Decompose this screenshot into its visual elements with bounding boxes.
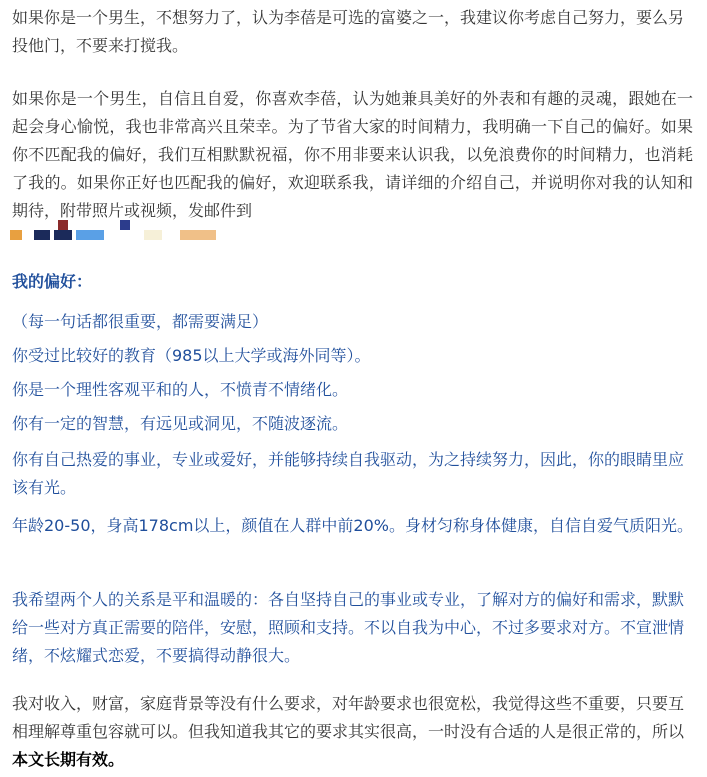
redaction-block (34, 230, 50, 240)
closing-paragraph (12, 690, 693, 774)
closing-bold: 本文长期有效。 (12, 750, 125, 769)
redaction-block (10, 230, 22, 240)
closing-text: 我对收入，财富，家庭背景等没有什么要求，对年龄要求也很宽松，我觉得这些不重要，只要互相理解尊重包容就可以。但我知道我其它的要求其实很高，一时没有合适的人是很正常的，所以 (12, 694, 685, 741)
redaction-block (180, 230, 216, 240)
redaction-block (76, 230, 104, 240)
preference-item: 年龄20-50，身高178cm以上，颜值在人群中前20%。身材匀称身体健康，自信自爱气质阳光。 (12, 516, 693, 535)
preference-item: 你有自己热爱的事业，专业或爱好，并能够持续自我驱动，为之持续努力，因此，你的眼睛里应该有光。 (12, 450, 685, 497)
intro-paragraph-2: 如果你是一个男生，自信且自爱，你喜欢李蓓，认为她兼具美好的外表和有趣的灵魂，跟她在一起会身心愉悦，我也非常高兴且荣幸。为了节省大家的时间精力，我明确一下自己的偏好。如果你不匹配我的偏好，我们互相默默祝福，你不用非要来认识我，以免浪费你的时间精力，也消耗了我的。如果你正好也匹配我的偏好，欢迎联系我，请详细的介绍自己，并说明你对我的认知和期待，附带照片或视频，发邮件到 (12, 89, 693, 220)
preferences-heading: 我的偏好： (12, 272, 93, 291)
redacted-email (10, 220, 250, 246)
preference-item: 你是一个理性客观平和的人，不愤青不情绪化。 (12, 380, 349, 399)
redaction-block (120, 220, 130, 230)
relationship-paragraph: 我希望两个人的关系是平和温暖的：各自坚持自己的事业或专业，了解对方的偏好和需求，默默给一些对方真正需要的陪伴，安慰，照顾和支持。不以自我为中心，不过多要求对方。不宣泄情绪，不炫耀式恋爱，不要搞得动静很大。 (12, 590, 685, 665)
redaction-block (144, 230, 162, 240)
redaction-block (54, 230, 72, 240)
redaction-block (58, 220, 68, 230)
preference-item: 你有一定的智慧，有远见或洞见，不随波逐流。 (12, 414, 349, 433)
preference-item: 你受过比较好的教育（985以上大学或海外同等）。 (12, 346, 371, 365)
intro-paragraph-1: 如果你是一个男生，不想努力了，认为李蓓是可选的富婆之一，我建议你考虑自己努力，要么另投他门，不要来打搅我。 (12, 8, 685, 55)
preference-item: （每一句话都很重要，都需要满足） (12, 312, 269, 331)
